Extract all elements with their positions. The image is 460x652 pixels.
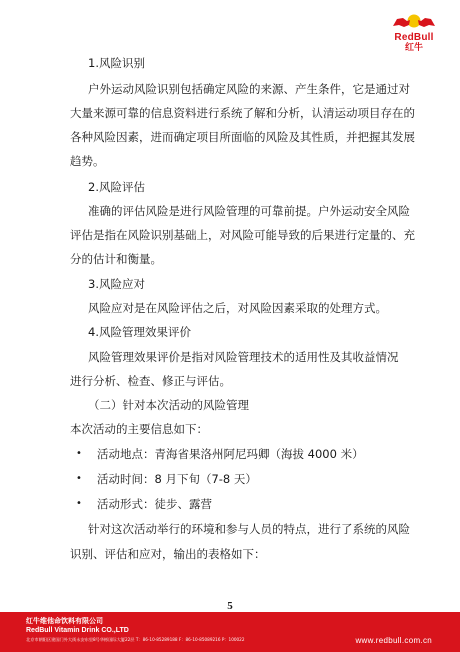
bullet-marker: • [76,498,82,509]
bullet-marker: • [76,473,82,484]
paragraph-line: 本次活动的主要信息如下： [70,422,208,436]
paragraph-line: 识别、评估和应对，输出的表格如下： [70,547,266,561]
redbull-logo [382,10,446,53]
heading-effect-evaluation: 4.风险管理效果评价 [88,325,191,339]
page-number: 5 [227,600,233,612]
paragraph-line: 进行分析、检查、修正与评估。 [70,374,231,388]
footer-address: 北京市朝阳区建国门外大街永安东里8号华彬国际大厦22层 T：86-10-85289188 F：86-10-85089216 P：100022 [26,637,245,642]
footer-band [0,612,460,652]
paragraph-line: 风险应对是在风险评估之后，对风险因素采取的处理方式。 [88,301,387,315]
paragraph-line: 评估是指在风险识别基础上，对风险可能导致的后果进行定量的、充 [70,228,415,242]
logo-chinese: 红牛 [404,43,423,53]
paragraph-line: 风险管理效果评价是指对风险管理技术的适用性及其收益情况 [88,350,399,364]
paragraph-line: 分的估计和衡量。 [70,252,162,266]
paragraph-line: 大量来源可靠的信息资料进行系统了解和分析，认清运动项目存在的 [70,106,415,120]
logo-wordmark: RedBull [394,32,434,43]
footer-company-cn: 红牛维他命饮料有限公司 [26,617,103,625]
bull-logo-icon [391,10,437,32]
paragraph-line: 趋势。 [70,154,105,168]
paragraph-line: 户外运动风险识别包括确定风险的来源、产生条件，它是通过对 [88,82,410,96]
footer-website: www.redbull.com.cn [355,636,432,645]
heading-risk-identification: 1.风险识别 [88,56,145,70]
info-item-form: 活动形式：徒步、露营 [97,497,212,511]
section-heading: （二）针对本次活动的风险管理 [88,398,249,412]
paragraph-line: 准确的评估风险是进行风险管理的可靠前提。户外运动安全风险 [88,204,410,218]
info-item-time: 活动时间：8 月下旬（7-8 天） [97,472,257,486]
paragraph-line: 各种风险因素，进而确定项目所面临的风险及其性质，并把握其发展 [70,130,415,144]
heading-risk-response: 3.风险应对 [88,277,145,291]
footer-company-en: RedBull Vitamin Drink CO.,LTD [26,627,129,634]
info-item-location: 活动地点：青海省果洛州阿尼玛卿（海拔 4000 米） [97,447,364,461]
bullet-marker: • [76,448,82,459]
heading-risk-assessment: 2.风险评估 [88,180,145,194]
paragraph-line: 针对这次活动举行的环境和参与人员的特点，进行了系统的风险 [88,522,410,536]
